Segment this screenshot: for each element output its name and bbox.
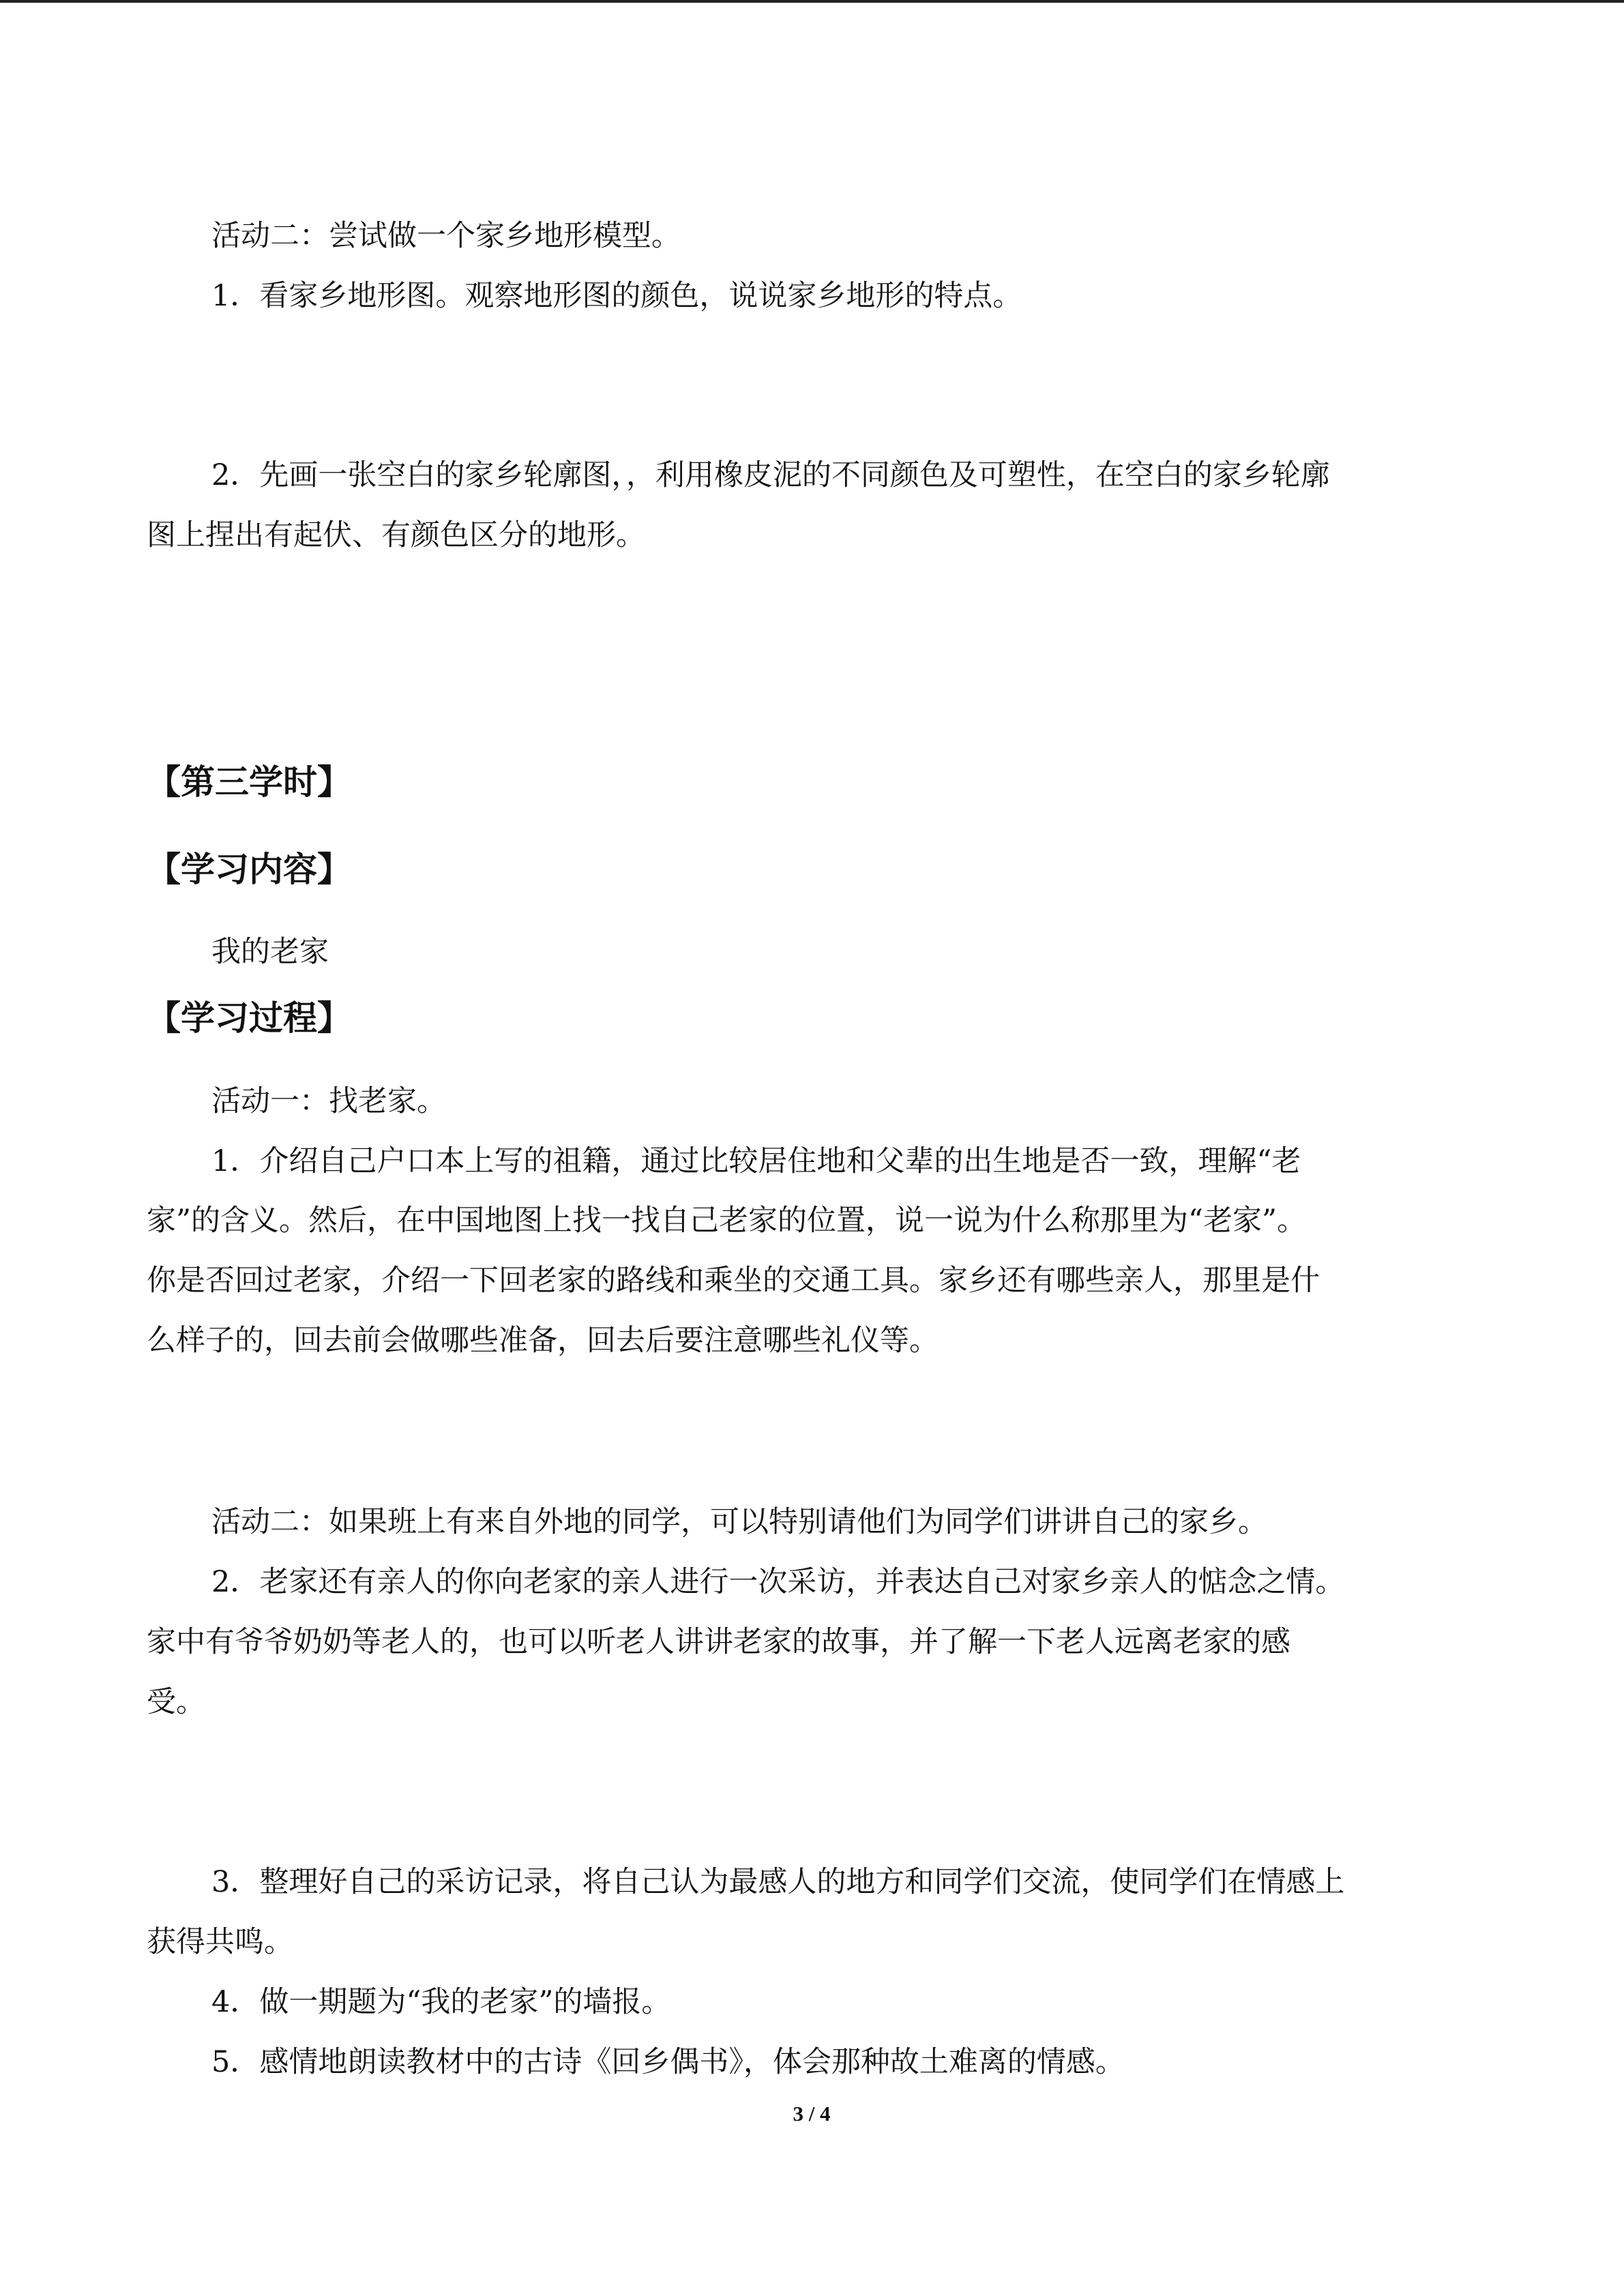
item-3-line-1: 3．整理好自己的采访记录，将自己认为最感人的地方和同学们交流，使同学们在情感上 (211, 1865, 1345, 1899)
activity-two-b-title: 活动二：如果班上有来自外地的同学，可以特别请他们为同学们讲讲自己的家乡。 (211, 1505, 1267, 1539)
learning-content-text: 我的老家 (211, 935, 329, 969)
learning-process-heading: 【学习过程】 (147, 998, 351, 1038)
activity-two-b-line-1: 2．老家还有亲人的你向老家的亲人进行一次采访，并表达自己对家乡亲人的惦念之情。 (211, 1565, 1345, 1599)
activity-one-line-1: 1．介绍自己户口本上写的祖籍，通过比较居住地和父辈的出生地是否一致，理解“老 (211, 1144, 1301, 1178)
page-number: 3 / 4 (793, 2102, 831, 2126)
activity-one-line-2: 家”的含义。然后，在中国地图上找一找自己老家的位置，说一说为什么称那里为“老家”。 (147, 1204, 1306, 1238)
top-border-line (0, 0, 1624, 3)
activity-one-title: 活动一：找老家。 (211, 1084, 446, 1118)
step-2-text-line-2: 图上捏出有起伏、有颜色区分的地形。 (147, 518, 645, 552)
item-3-line-2: 获得共鸣。 (147, 1925, 293, 1959)
learning-content-heading: 【学习内容】 (147, 850, 351, 889)
item-5-text: 5．感情地朗读教材中的古诗《回乡偶书》，体会那种故土难离的情感。 (211, 2045, 1125, 2079)
step-1-text: 1．看家乡地形图。观察地形图的颜色，说说家乡地形的特点。 (211, 279, 1022, 313)
activity-one-line-4: 么样子的，回去前会做哪些准备，回去后要注意哪些礼仪等。 (147, 1324, 939, 1358)
session-three-heading: 【第三学时】 (147, 762, 351, 802)
activity-two-b-line-2: 家中有爷爷奶奶等老人的，也可以听老人讲讲老家的故事，并了解一下老人远离老家的感 (147, 1625, 1290, 1659)
activity-two-b-line-3: 受。 (147, 1685, 205, 1719)
item-4-text: 4．做一期题为“我的老家”的墙报。 (211, 1985, 671, 2019)
activity-one-line-3: 你是否回过老家，介绍一下回老家的路线和乘坐的交通工具。家乡还有哪些亲人，那里是什 (147, 1264, 1320, 1298)
step-2-text-line-1: 2．先画一张空白的家乡轮廓图，，利用橡皮泥的不同颜色及可塑性，在空白的家乡轮廓 (211, 458, 1330, 492)
activity-two-title: 活动二：尝试做一个家乡地形模型。 (211, 219, 681, 253)
